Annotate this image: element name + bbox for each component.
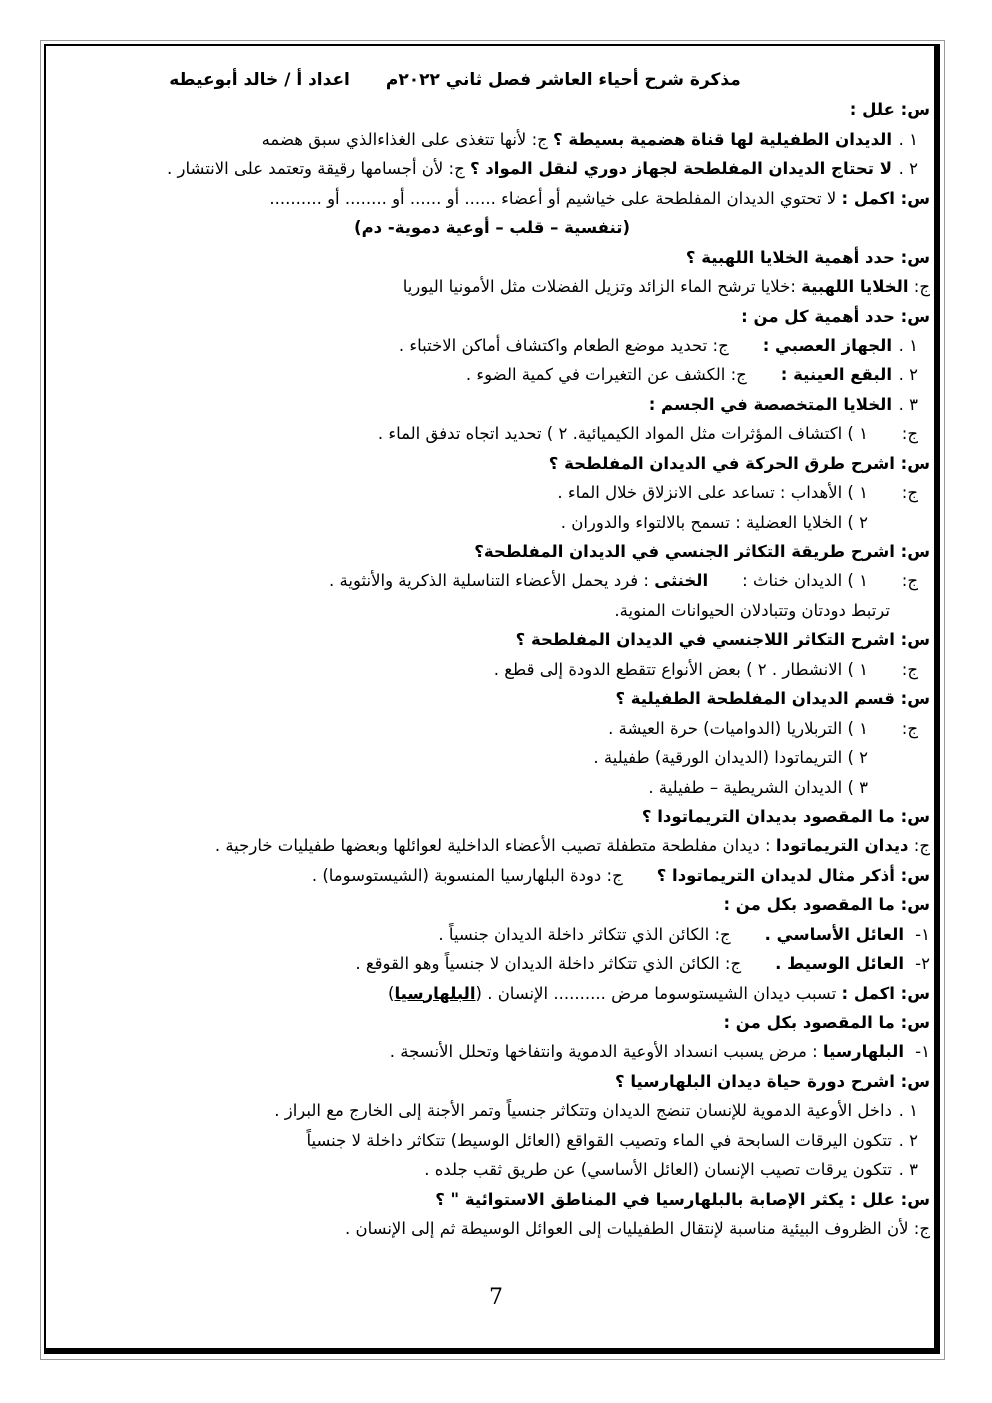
worksheet-content: [60, 66, 930, 1244]
answer-line: ١ .داخل الأوعية الدموية للإنسان تنضج الديدان وتتكاثر جنسياً وتمر الأجنة إلى الخارج مع البراز .: [274, 1101, 918, 1121]
answer-line: ١-العائل الأساسي .ج: الكائن الذي تتكاثر داخلة الديدان جنسياً .: [438, 924, 930, 944]
answer-line: ج:١ ) اكتشاف المؤثرات مثل المواد الكيميائية. ٢ ) تحديد اتجاه تدفق الماء .: [377, 424, 918, 444]
question-line: س: اكمل : لا تحتوي الديدان المفلطحة على خياشيم أو أعضاء ...... أو ...... أو ........ أو ..........: [269, 188, 930, 208]
answer-line: ج:١ ) الأهداب : تساعد على الانزلاق خلال الماء .: [557, 483, 918, 503]
question-line: س: اشرح دورة حياة ديدان البلهارسيا ؟: [615, 1071, 930, 1091]
question-line: س: قسم الديدان المفلطحة الطفيلية ؟: [615, 689, 930, 709]
answer-line: ٢ .البقع العينية :ج: الكشف عن التغيرات في كمية الضوء .: [465, 365, 918, 385]
answer-line: (تنفسية – قلب – أوعية دموية- دم): [354, 218, 630, 238]
page-title: [60, 66, 930, 95]
question-line: س: علل : يكثر الإصابة بالبلهارسيا في المناطق الاستوائية " ؟: [435, 1189, 930, 1209]
question-line: س: ما المقصود بديدان التريماتودا ؟: [641, 806, 930, 826]
answer-line: ٢ .لا تحتاج الديدان المفلطحة لجهاز دوري لنقل المواد ؟ ج: لأن أجسامها رقيقة وتعتمد على الانتشار .: [166, 159, 918, 179]
answer-line: ٢-العائل الوسيط .ج: الكائن الذي تتكاثر داخلة الديدان لا جنسياً وهو القوقع .: [355, 954, 930, 974]
answer-line: ٣ ) الديدان الشريطية – طفيلية .: [648, 777, 868, 797]
answer-line: ٣ .الخلايا المتخصصة في الجسم :: [648, 394, 918, 414]
answer-line: ١ .الديدان الطفيلية لها قناة هضمية بسيطة ؟ ج: لأنها تتغذى على الغذاءالذي سبق هضمه: [261, 129, 918, 149]
question-line: س: ما المقصود بكل من :: [723, 1013, 930, 1032]
answer-line: ٢ ) التريماتودا (الديدان الورقية) طفيلية .: [593, 748, 868, 768]
question-line: س: اكمل : تسبب ديدان الشيستوسوما مرض .......... الإنسان . (البلهارسيا): [388, 983, 930, 1003]
answer-line: ٣ .تتكون يرقات تصيب الإنسان (العائل الأساسي) عن طريق ثقب جلده .: [424, 1160, 918, 1180]
title-text: مذكرة شرح أحياء العاشر فصل ثاني ٢٠٢٢م: [385, 70, 741, 90]
answer-line: ج: لأن الظروف البيئية مناسبة لإنتقال الطفيليات إلى العوائل الوسيطة ثم إلى الإنسان .: [344, 1219, 930, 1239]
author-text: اعداد أ / خالد أبوعيطه: [169, 70, 350, 90]
question-line: س: اشرح طريقة التكاثر الجنسي في الديدان المفلطحة؟: [474, 542, 930, 561]
answer-line: ج:١ ) الانشطار . ٢ ) بعض الأنواع تتقطع الدودة إلى قطع .: [493, 659, 918, 679]
answer-line: ٢ .تتكون اليرقات السابحة في الماء وتصيب القواقع (العائل الوسيط) تتكاثر داخلة لا جنسياً: [306, 1130, 918, 1150]
question-line: س: ما المقصود بكل من :: [723, 895, 930, 915]
answer-line: ج:١ ) التربلاريا (الدواميات) حرة العيشة .: [608, 718, 918, 738]
question-line: س: اشرح التكاثر اللاجنسي في الديدان المفلطحة ؟: [515, 630, 930, 650]
page-number: 7: [489, 1285, 503, 1310]
question-line: س: حدد أهمية الخلايا اللهبية ؟: [685, 247, 930, 267]
answer-line: ج:١ ) الديدان خناث :الخنثى : فرد يحمل الأعضاء التناسلية الذكرية والأنثوية .: [329, 571, 918, 591]
answer-line: ترتبط دودتان وتتبادلان الحيوانات المنوية.: [614, 600, 890, 620]
question-line: س: علل :: [849, 100, 930, 120]
answer-line: ٢ ) الخلايا العضلية : تسمح بالالتواء والدوران .: [560, 512, 868, 532]
question-line: س: اشرح طرق الحركة في الديدان المفلطحة ؟: [548, 453, 930, 473]
question-line: س: أذكر مثال لديدان التريماتودا ؟ج: دودة البلهارسيا المنسوبة (الشيستوسوما) .: [311, 865, 930, 885]
answer-line: ج: ديدان التريماتودا : ديدان مفلطحة متطفلة تصيب الأعضاء الداخلية لعوائلها وبعضها طفيليات خارجية .: [214, 836, 930, 856]
answer-line: ١ .الجهاز العصبي :ج: تحديد موضع الطعام واكتشاف أماكن الاختباء .: [398, 335, 918, 355]
answer-line: ج: الخلايا اللهبية :خلايا ترشح الماء الزائد وتزيل الفضلات مثل الأمونيا اليوريا: [402, 277, 930, 297]
answer-line: ١-البلهارسيا : مرض يسبب انسداد الأوعية الدموية وانتفاخها وتحلل الأنسجة .: [389, 1042, 930, 1062]
question-line: س: حدد أهمية كل من :: [741, 306, 930, 326]
